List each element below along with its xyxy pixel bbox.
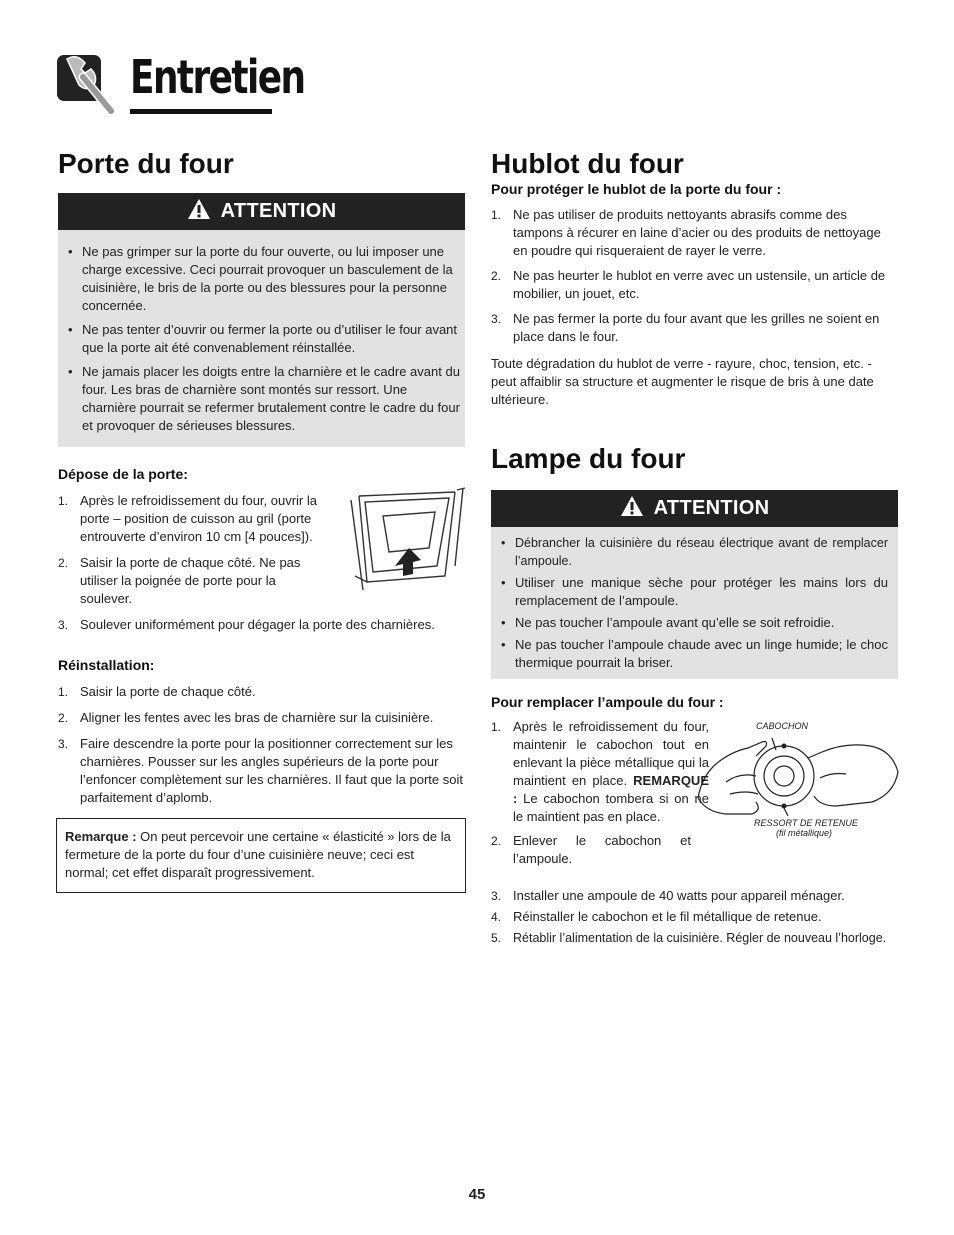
figure-label-ressort-sub: (fil métallique) [776,828,833,838]
warning-item: • Ne pas tenter d’ouvrir ou fermer la porte ou d’utiliser le four avant que la porte ait été convenablement réinstallée. [58,321,460,357]
warning-triangle-icon [620,495,644,522]
page-number: 45 [468,1186,486,1203]
warning-item: • Ne pas toucher l’ampoule avant qu’elle se soit refroidie. [491,614,888,632]
replace-heading: Pour remplacer l’ampoule du four : [491,694,724,710]
list-item: 1. Ne pas utiliser de produits nettoyants abrasifs comme des tampons à récurer en laine d’acier ou des produits de nettoyage en poudre qui risqueraient de rayer le verre. [491,207,881,258]
list-item: 2. Enlever le cabochon et l’ampoule. [491,833,691,866]
wrench-logo-icon [57,55,121,117]
warning-box-lampe [491,490,898,679]
figure-label-cabochon: CABOCHON [756,721,809,731]
warning-header [58,193,465,230]
warning-label: ATTENTION [220,200,337,222]
page-title: Entretien [130,50,305,104]
list-item: 2. Ne pas heurter le hublot en verre avec un ustensile, un article de mobilier, un jouet, etc. [491,268,886,301]
warning-item: • Utiliser une manique sèche pour protéger les mains lors du remplacement de l’ampoule. [491,574,888,610]
list-item: 3. Ne pas fermer la porte du four avant que les grilles ne soient en place dans le four. [491,311,880,344]
list-item: 2. Aligner les fentes avec les bras de charnière sur la cuisinière. [58,710,434,725]
hublot-steps [491,206,896,346]
warning-body [58,230,465,447]
list-item: 2. Saisir la porte de chaque côté. Ne pas utiliser la poignée de porte pour la soulever. [58,555,301,606]
note-box [56,818,466,893]
warning-box-porte [58,193,465,447]
list-item: 3. Faire descendre la porte pour la positionner correctement sur les charnières. Pousser sur les angles supérieurs de la porte pour l’enfoncer complètement sur les charnières. Il faut que la porte soit parfaitement d’aplomb. [58,736,463,805]
list-item: 3. Installer une ampoule de 40 watts pour appareil ménager. [491,888,845,903]
warning-header [491,490,898,527]
replace-steps-cont [491,887,901,947]
note-text: On peut percevoir une certaine « élasticité » lors de la fermeture de la porte du four d’une cuisinière neuve; ceci est normal; cet effet disparaît progressivement. [65,829,451,880]
replace-steps [491,718,709,868]
reinstall-steps [58,683,463,807]
warning-body [491,527,898,679]
removal-steps-cont [58,616,458,634]
hublot-subheading: Pour protéger le hublot de la porte du four : [491,181,782,197]
section-heading-lampe: Lampe du four [491,443,686,474]
list-item: 3. Soulever uniformément pour dégager la porte des charnières. [58,617,435,632]
list-item: 1. Après le refroidissement du four, maintenir le cabochon tout en enlevant la pièce métallique qui la maintient en place. REMARQUE : Le cabochon tombera si on ne le maintient pas en place. [491,719,709,824]
lamp-illustration [696,718,900,842]
oven-door-illustration [345,486,467,592]
hublot-paragraph: Toute dégradation du hublot de verre - rayure, choc, tension, etc. - peut affaiblir sa structure et augmenter le risque de bris à une date ultérieure. [491,356,874,407]
list-item: 1. Saisir la porte de chaque côté. [58,684,256,699]
list-item: 4. Réinstaller le cabochon et le fil métallique de retenue. [491,909,822,924]
section-heading-hublot: Hublot du four [491,148,684,179]
list-item: 1. Après le refroidissement du four, ouvrir la porte – position de cuisson au gril (porte entrouverte d’environ 10 cm [4 pouces]). [58,493,317,544]
figure-label-ressort: RESSORT DE RETENUE [754,818,858,828]
warning-item: • Ne pas grimper sur la porte du four ouverte, ou lui imposer une charge excessive. Ceci pourrait provoquer un basculement de la cuisinière, le bris de la porte ou des blessures pour la personne concernée. [58,243,460,315]
removal-heading: Dépose de la porte: [58,466,188,482]
removal-steps [58,492,328,608]
warning-item: • Ne pas toucher l’ampoule chaude avec un linge humide; le choc thermique pourrait la briser. [491,636,888,672]
list-item: 5. Rétablir l’alimentation de la cuisinière. Régler de nouveau l’horloge. [491,931,887,945]
note-label: Remarque : [65,829,137,844]
title-underline [130,109,272,114]
warning-item: • Débrancher la cuisinière du réseau électrique avant de remplacer l’ampoule. [491,534,888,570]
warning-label: ATTENTION [653,497,770,519]
warning-triangle-icon [187,198,211,225]
section-heading-porte: Porte du four [58,148,234,179]
reinstall-heading: Réinstallation: [58,657,155,673]
warning-item: • Ne jamais placer les doigts entre la charnière et le cadre avant du four. Les bras de charnière sont montés sur ressort. Une charnière pourrait se refermer brutalement contre le cadre du four et provoquer de sérieuses blessures. [58,363,460,435]
